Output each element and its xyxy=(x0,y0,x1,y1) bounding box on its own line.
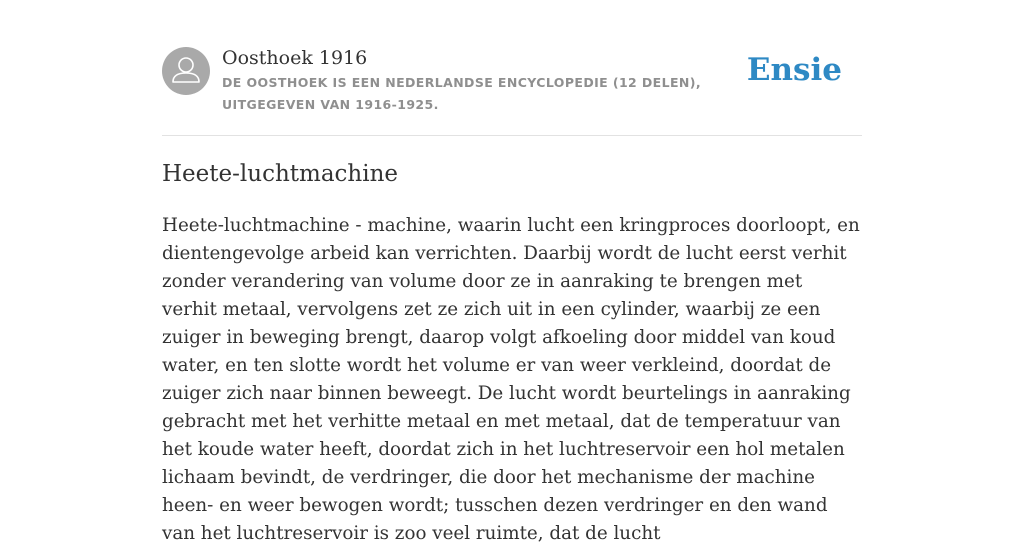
source-header xyxy=(162,44,862,136)
article-body: Heete-luchtmachine - machine, waarin lucht een kringproces doorloopt, en dientengevolge arbeid kan verrichten. Daarbij wordt de lucht eerst verhit zonder verandering van volume door ze in aanraking te brengen met verhit metaal, vervolgens zet ze zich uit in een cylinder, waarbij ze een zuiger in beweging brengt, daarop volgt afkoeling door middel van koud water, en ten slotte wordt het volume er van weer verkleind, doordat de zuiger zich naar binnen beweegt. De lucht wordt beurtelings in aanraking gebracht met het verhitte metaal en met metaal, dat de temperatuur van het koude water heeft, doordat zich in het luchtreservoir een hol metalen lichaam bevindt, de verdringer, die door het mechanisme der machine heen- en weer bewogen wordt; tusschen dezen verdringer en den wand van het luchtreservoir is zoo veel ruimte, dat de lucht xyxy=(162,215,860,544)
source-description: DE OOSTHOEK IS EEN NEDERLANDSE ENCYCLOPEDIE (12 DELEN), UITGEGEVEN VAN 1916-1925. xyxy=(222,75,702,112)
user-placeholder-icon xyxy=(162,47,210,95)
source-title[interactable]: Oosthoek 1916 xyxy=(222,47,368,69)
article-title: Heete-luchtmachine xyxy=(162,161,399,187)
brand-logo[interactable]: Ensie xyxy=(746,52,842,88)
